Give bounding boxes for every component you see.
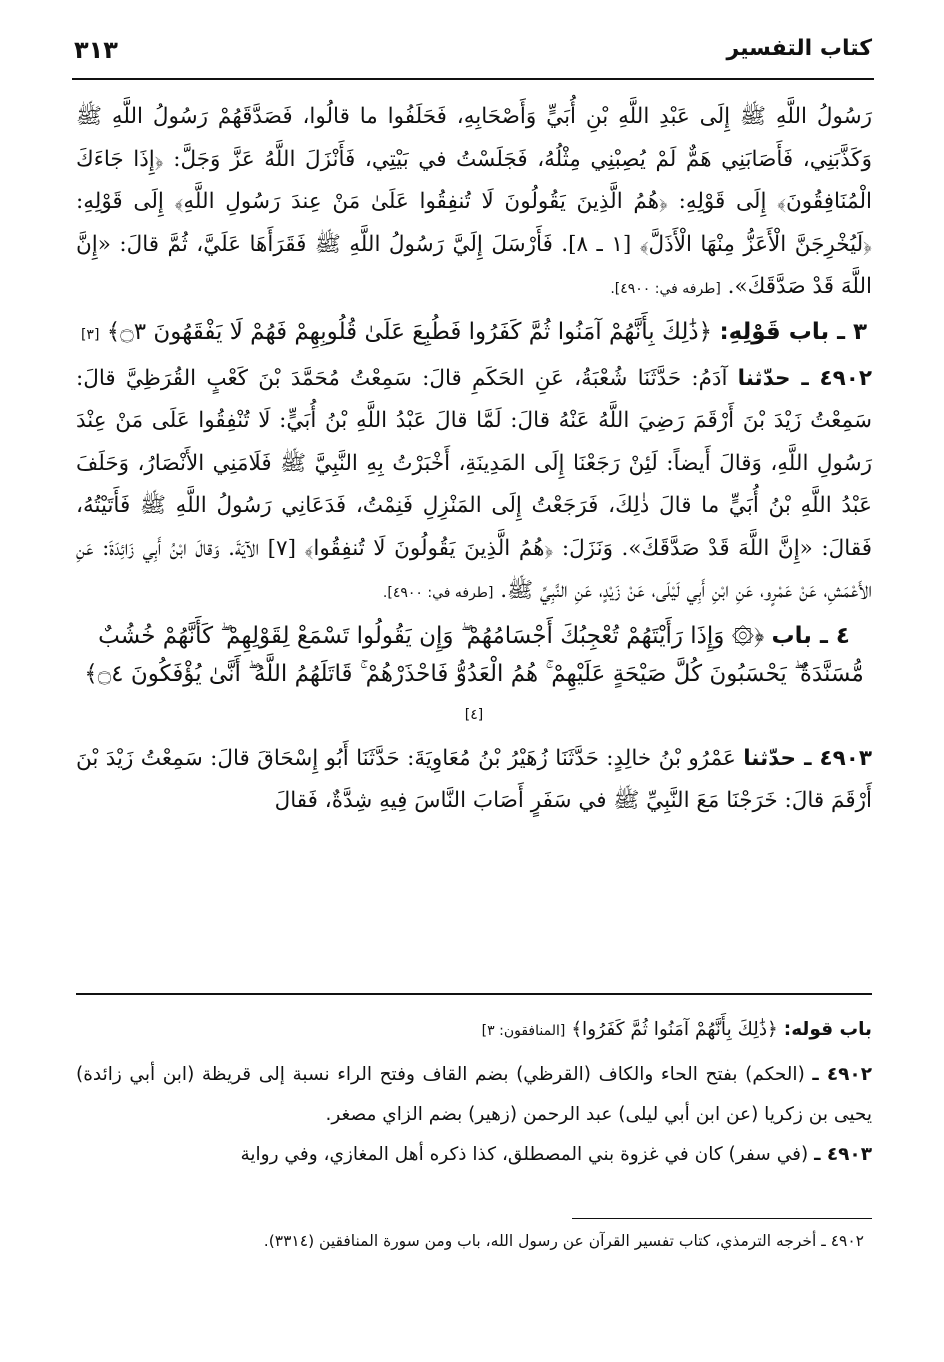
commentary-label: ٤٩٠٣ ـ [814,1144,872,1165]
hadith-label: ٤٩٠٢ ـ حدّثنا [737,365,872,391]
commentary-4902 [76,1055,872,1135]
page-number: ٣١٣ [74,36,118,64]
cross-reference: [طرفه في: ٤٩٠٠]. [382,585,494,601]
quran-verse: ﴿ذَٰلِكَ بِأَنَّهُمْ آمَنُوا ثُمَّ كَفَرُوا﴾ [571,1019,778,1040]
header-rule [72,78,874,80]
commentary [76,1010,872,1175]
running-header-title: كتاب التفسير [726,36,872,61]
verse-ref: [٣] [80,326,100,343]
verse-ref: [٤] [464,706,484,723]
quran-verse: ﴿ذَٰلِكَ بِأَنَّهُمْ آمَنُوا ثُمَّ كَفَرُوا فَطُبِعَ عَلَىٰ قُلُوبِهِمْ فَهُمْ لَا يَفْقَهُونَ ۝٣﴾ [106,318,713,345]
commentary-heading-label: باب قوله: [783,1019,872,1040]
hadith-4903 [76,738,872,823]
hadith-text: عَمْرُو بْنُ خالِدٍ: حَدَّثَنَا زُهَيْرُ بْنُ مُعَاوِيَةَ: حَدَّثَنَا أَبُو إِسْحَاقَ قالَ: سَمِعْتُ زَيْدَ بْنَ أَرْقَمَ قالَ: خَرَجْنَا مَعَ النَّبِيِّ ﷺ في سَفَرٍ أَصَابَ النَّاسَ فِيهِ شِدَّةٌ، فَقالَ [76,745,872,813]
hadith-label: ٤٩٠٣ ـ حدّثنا [743,745,872,771]
footnote-rule [572,1218,872,1219]
section-divider [76,993,872,995]
chapter-label: ٣ ـ باب قَوْلِهِ: [719,318,868,345]
commentary-4903 [76,1135,872,1175]
commentary-text: (في سفر) كان في غزوة بني المصطلق، كذا ذكره أهل المغازي، وفي رواية [240,1144,809,1165]
commentary-label: ٤٩٠٢ ـ [812,1064,873,1085]
paragraph-continuation [76,96,872,311]
hadith-4902 [76,358,872,615]
chapter-heading-3 [76,313,872,354]
cross-reference: [طرفه في: ٤٩٠٠]. [610,281,721,297]
main-text [76,96,872,823]
commentary-heading [76,1010,872,1051]
chapter-label: ٤ ـ باب [771,622,850,649]
chapter-heading-4 [76,617,872,734]
commentary-text: (الحكم) بفتح الحاء والكاف (القرظي) بضم القاف وفتح الراء نسبة إلى قريظة (ابن أبي زائدة) يحيى بن زكريا (عن ابن أبي ليلى) عبد الرحمن (زهير) بضم الزاي مصغر. [76,1064,872,1125]
footnote: ٤٩٠٢ ـ أخرجه الترمذي، كتاب تفسير القرآن عن رسول الله، باب ومن سورة المنافقين (٣٣١٤). [263,1232,864,1250]
hadith-text: آدَمُ: حَدَّثَنَا شُعْبَةُ، عَنِ الحَكَمِ قالَ: سَمِعْتُ مُحَمَّدَ بْنَ كَعْبٍ القُرَظِيَّ قالَ: سَمِعْتُ زَيْدَ بْنَ أَرْقَمَ رَضِيَ اللَّهُ عَنْهُ قالَ: لَمَّا قالَ عَبْدُ اللَّهِ بْنُ أُبَيٍّ: لَا تُنْفِقُوا عَلَى مَنْ عِنْدَ رَسُولِ اللَّهِ، وَقالَ أَيضاً: لَئِنْ رَجَعْنَا إِلَى المَدِينَةِ، أَخْبَرْتُ بِهِ النَّبِيَّ ﷺ فَلَامَنِي الأَنْصَارُ، وَحَلَفَ عَبْدُ اللَّهِ بْنُ أُبَيٍّ ما قالَ ذٰلِكَ، فَرَجَعْتُ إِلَى المَنْزِلِ فَنِمْتُ، فَدَعَانِي رَسُولُ اللَّهِ ﷺ فَأَتَيْتُهُ، فَقالَ: «إِنَّ اللَّهَ قَدْ صَدَّقَكَ». وَنَزَلَ: ﴿هُمُ الَّذِينَ يَقُولُونَ لَا تُنفِقُوا﴾ [٧] الآيَةَ. وَقالَ ابْنُ أَبِي زَائِدَةَ: عَنِ الأَعْمَشِ، عَنْ عَمْرٍو، عَنِ ابْنِ أَبِي لَيْلَى، عَنْ زَيْدٍ، عَنِ النَّبِيِّ ﷺ. [76,365,872,603]
paragraph-text: رَسُولُ اللَّهِ ﷺ إِلَى عَبْدِ اللَّهِ بْنِ أُبَيٍّ وَأَصْحَابِهِ، فَحَلَفُوا ما قالُوا، فَصَدَّقَهُمْ رَسُولُ اللَّهِ ﷺ وَكَذَّبَنِي، فَأَصَابَنِي هَمٌّ لَمْ يُصِبْنِي مِثْلُهُ، فَجَلَسْتُ في بَيْتِي، فَأَنْزَلَ اللَّهُ عَزَّ وَجَلَّ: ﴿إِذَا جَاءَكَ الْمُنَافِقُونَ﴾ إِلَى قَوْلِهِ: ﴿هُمُ الَّذِينَ يَقُولُونَ لَا تُنفِقُوا عَلَىٰ مَنْ عِندَ رَسُولِ اللَّهِ﴾ إِلَى قَوْلِهِ: ﴿لَيُخْرِجَنَّ الْأَعَزُّ مِنْهَا الْأَذَلَّ﴾ [١ ـ ٨]. فَأَرْسَلَ إِلَيَّ رَسُولُ اللَّهِ ﷺ فَقَرَأَهَا عَلَيَّ، ثُمَّ قالَ: «إِنَّ اللَّهَ قَدْ صَدَّقَكَ». [76,104,873,299]
verse-ref: [المنافقون: ٣] [481,1023,566,1039]
quran-verse: ﴿۞ وَإِذَا رَأَيْتَهُمْ تُعْجِبُكَ أَجْسَامُهُمْ ۖ وَإِن يَقُولُوا تَسْمَعْ لِقَوْلِهِمْ ۖ كَأَنَّهُمْ خُشُبٌ مُّسَنَّدَةٌ ۖ يَحْسَبُونَ كُلَّ صَيْحَةٍ عَلَيْهِمْ ۚ هُمُ الْعَدُوُّ فَاحْذَرْهُمْ ۚ قَاتَلَهُمُ اللَّهُ ۖ أَنَّىٰ يُؤْفَكُونَ ۝٤﴾ [84,622,864,687]
